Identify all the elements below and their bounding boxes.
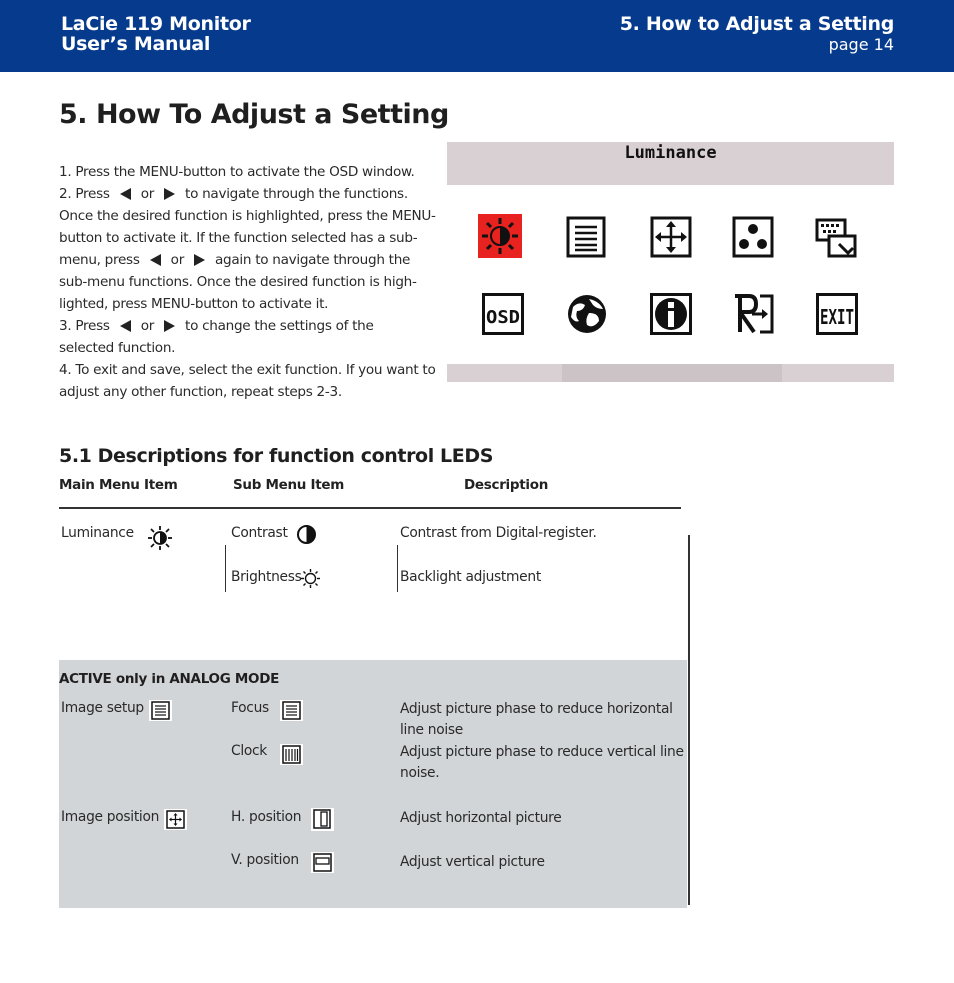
step-2-line: sub-menu functions. Once the desired function is high- [59, 274, 417, 290]
analog-mode-note: ACTIVE only in ANALOG MODE [59, 671, 280, 687]
description-brightness: Backlight adjustment [400, 569, 541, 585]
sub-item-h-position: H. position [231, 809, 302, 825]
step-2-line: button to activate it. If the function selected has a sub- [59, 230, 418, 246]
step-3-line [59, 315, 449, 337]
right-arrow-icon [194, 254, 205, 266]
step-3-text: 3. Press [59, 318, 110, 334]
step-2-line: Once the desired function is highlighted, press the MENU- [59, 208, 436, 224]
step-2-text: 2. Press [59, 186, 110, 202]
description-clock-line: Adjust picture phase to reduce vertical line [400, 744, 684, 760]
page-number: page 14 [828, 35, 894, 54]
osd-bottom-segment [562, 364, 782, 382]
focus-icon [280, 700, 303, 721]
step-2-text: menu, press [59, 252, 140, 268]
or-text: or [140, 318, 155, 334]
contrast-icon [296, 524, 317, 545]
right-arrow-icon [164, 188, 175, 200]
page-title: 5. How To Adjust a Setting [59, 99, 449, 130]
column-divider [225, 545, 226, 592]
left-arrow-icon [120, 320, 131, 332]
description-contrast: Contrast from Digital-register. [400, 525, 597, 541]
osd-icon-label: OSD [486, 307, 521, 328]
sub-item-focus: Focus [231, 700, 269, 716]
exit-icon-label: EXIT [820, 305, 854, 329]
column-header-main: Main Menu Item [59, 477, 178, 493]
language-icon[interactable] [565, 293, 609, 335]
osd-icon[interactable] [482, 293, 524, 335]
exit-icon[interactable] [816, 293, 858, 335]
or-text: or [140, 186, 155, 202]
image-setup-icon [149, 700, 172, 721]
color-icon[interactable] [732, 216, 774, 258]
description-clock [400, 742, 684, 784]
sub-item-v-position: V. position [231, 852, 299, 868]
header-rule [59, 507, 681, 509]
clock-icon [280, 744, 303, 765]
table-right-border [688, 535, 690, 905]
or-text: or [170, 252, 184, 268]
step-3-line: selected function. [59, 340, 176, 356]
recall-icon[interactable] [732, 293, 776, 335]
luminance-icon[interactable] [478, 214, 522, 258]
description-focus [400, 699, 673, 741]
osd-title-bar [447, 142, 894, 185]
column-divider [397, 545, 398, 592]
main-item-image-setup: Image setup [61, 700, 144, 716]
step-1: 1. Press the MENU-button to activate the OSD window. [59, 164, 415, 180]
osd-bottom-bar [447, 364, 894, 382]
sub-item-contrast: Contrast [231, 525, 288, 541]
description-focus-line: line noise [400, 722, 463, 738]
main-item-image-position: Image position [61, 809, 160, 825]
input-icon[interactable] [815, 216, 859, 260]
sub-item-clock: Clock [231, 743, 267, 759]
sub-item-brightness: Brightness [231, 569, 302, 585]
luminance-icon [147, 525, 173, 551]
right-arrow-icon [164, 320, 175, 332]
left-arrow-icon [150, 254, 161, 266]
description-h-position: Adjust horizontal picture [400, 810, 562, 826]
column-header-description: Description [464, 477, 549, 493]
column-header-sub: Sub Menu Item [233, 477, 345, 493]
step-4-line: 4. To exit and save, select the exit function. If you want to [59, 362, 436, 378]
page-header [0, 0, 954, 72]
description-clock-line: noise. [400, 765, 440, 781]
step-2-line [59, 249, 449, 271]
brightness-icon [300, 568, 321, 589]
description-focus-line: Adjust picture phase to reduce horizontal [400, 701, 673, 717]
h-position-icon [311, 808, 334, 831]
step-2-line [59, 183, 449, 205]
steps-text [59, 161, 449, 403]
step-4-line: adjust any other function, repeat steps 2-3. [59, 384, 342, 400]
step-2-line: lighted, press MENU-button to activate it. [59, 296, 329, 312]
analog-mode-shading [59, 660, 687, 908]
image-position-icon[interactable] [650, 216, 692, 258]
step-2-text: again to navigate through the [215, 252, 411, 268]
information-icon[interactable] [650, 293, 692, 335]
image-setup-icon[interactable] [566, 216, 606, 258]
description-v-position: Adjust vertical picture [400, 854, 545, 870]
section-name: 5. How to Adjust a Setting [619, 13, 894, 35]
step-3-text: to change the settings of the [185, 318, 374, 334]
product-name: LaCie 119 Monitor [61, 13, 251, 35]
main-item-luminance: Luminance [61, 525, 134, 541]
left-arrow-icon [120, 188, 131, 200]
section-title: 5.1 Descriptions for function control LEDS [59, 445, 493, 467]
manual-name: User’s Manual [61, 33, 211, 55]
image-position-icon [164, 809, 187, 830]
v-position-icon [311, 852, 334, 873]
step-2-text: to navigate through the functions. [185, 186, 408, 202]
osd-title: Luminance [624, 143, 717, 163]
